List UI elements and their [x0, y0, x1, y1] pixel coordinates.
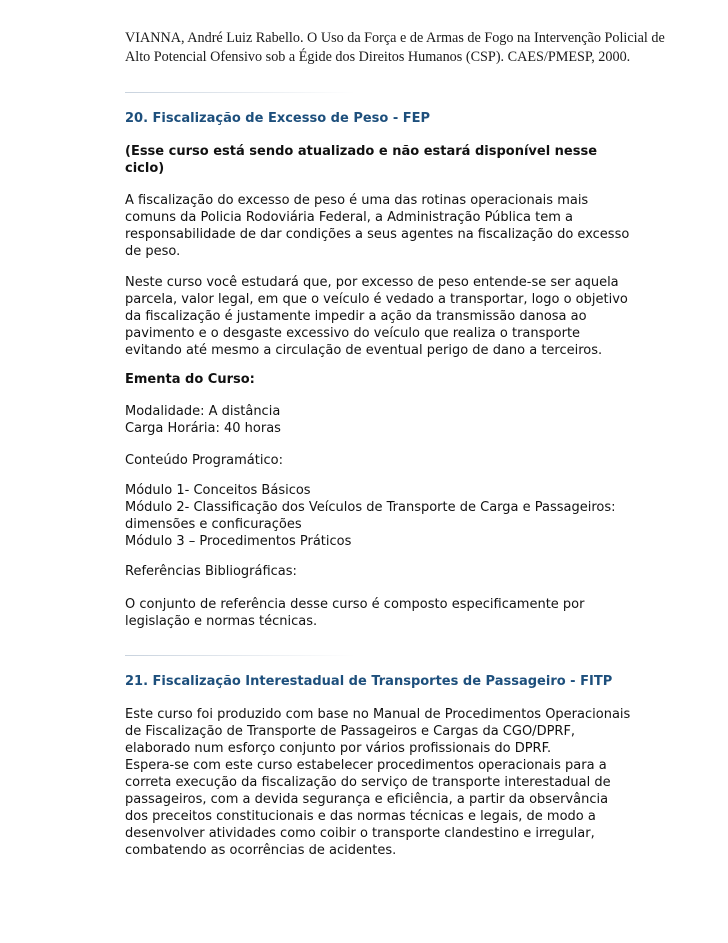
reference-line-1: VIANNA, André Luiz Rabello. O Uso da Força e de Armas de Fogo na Intervenção Policial de	[125, 30, 665, 46]
course-20-details	[125, 403, 281, 437]
course-20-study: Neste curso você estudará que, por excesso de peso entende-se ser aquela parcela, valor legal, em que o veículo é vedado a transportar, logo o objetivo da fiscalização é justamente impedir a ação da transmissão danosa ao pavimento e o desgaste excessivo do veículo que realiza o transporte evitando até mesmo a circulação de eventual perigo de dano a terceiros.	[125, 275, 628, 358]
course-21-body: Este curso foi produzido com base no Manual de Procedimentos Operacionais de Fiscalização de Transporte de Passageiros e Cargas da CGO/DPRF, elaborado num esforço conjunto por vários profissionais do DPRF. Espera-se com este curso estabelecer procedimentos operacionais para a correta execução da fiscalização do serviço de transporte interestadual de passageiros, com a devida segurança e eficiência, a partir da observância dos preceitos constitucionais e das normas técnicas e legais, de modo a desenvolver atividades como coibir o transporte clandestino e irregular, combatendo as ocorrências de acidentes.	[125, 707, 631, 858]
course-20-modules	[125, 482, 616, 550]
module-item: Módulo 3 – Procedimentos Práticos	[125, 534, 352, 549]
modalidade: Modalidade: A distância	[125, 404, 281, 419]
course-20-notice: (Esse curso está sendo atualizado e não estará disponível nesse ciclo)	[125, 144, 598, 176]
ementa-label: Ementa do Curso:	[125, 372, 255, 387]
conteudo-label: Conteúdo Programático:	[125, 453, 283, 468]
course-20-intro: A fiscalização do excesso de peso é uma das rotinas operacionais mais comuns da Policia Rodoviária Federal, a Administração Pública tem a responsabilidade de dar condições a seus agentes na fiscalização do excesso de peso.	[125, 193, 630, 259]
section-divider	[125, 92, 355, 93]
reference-citation	[125, 29, 685, 67]
course-20-title: 20. Fiscalização de Excesso de Peso - FEP	[125, 111, 431, 126]
module-item: Módulo 1- Conceitos Básicos	[125, 483, 311, 498]
reference-line-2: Alto Potencial Ofensivo sob a Égide dos Direitos Humanos (CSP). CAES/PMESP, 2000.	[125, 49, 631, 65]
carga-horaria: Carga Horária: 40 horas	[125, 421, 281, 436]
section-divider	[125, 655, 355, 656]
refs-label: Referências Bibliográficas:	[125, 564, 297, 579]
course-20-refs: O conjunto de referência desse curso é composto especificamente por legislação e normas técnicas.	[125, 597, 585, 629]
module-item: dimensões e conficurações	[125, 517, 302, 532]
course-21-title: 21. Fiscalização Interestadual de Transportes de Passageiro - FITP	[125, 674, 613, 689]
module-item: Módulo 2- Classificação dos Veículos de Transporte de Carga e Passageiros:	[125, 500, 616, 515]
